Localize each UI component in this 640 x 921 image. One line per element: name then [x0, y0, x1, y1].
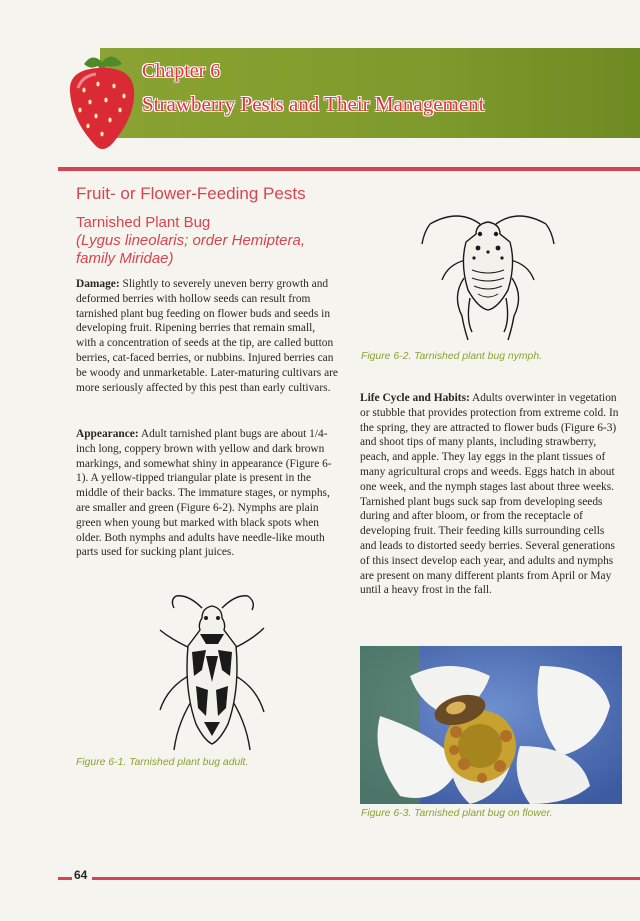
bug-on-flower-photo	[360, 646, 622, 804]
damage-paragraph	[76, 277, 338, 395]
strawberry-icon	[62, 44, 142, 156]
figure-6-1-caption: Figure 6-1. Tarnished plant bug adult.	[76, 757, 249, 768]
appearance-label: Appearance:	[76, 428, 139, 440]
chapter-title: Strawberry Pests and Their Management	[142, 92, 485, 116]
lifecycle-label: Life Cycle and Habits:	[360, 392, 470, 404]
lifecycle-text: Adults overwinter in vegetation or stubble that provides protection from extreme cold. In the spring, they are attracted to flower buds (Figure 6-3) and shoot tips of many plants, including strawberry, peach, and apple. They lay eggs in the plant tissues of many agricultural crops and weeds. Eggs hatch in about one week, and the nymph stages last about three weeks. Tarnished plant bugs suck sap from developing seeds during and after bloom, or from the receptacle of developing fruit. Their feeding kills surrounding cells and leads to distorted seedy berries. Several generations of this insect develop each year, and adults and nymphs are present on many different plants from April or May until a heavy frost in the fall.	[360, 392, 619, 597]
flower-photo-image	[360, 646, 622, 804]
nymph-bug-illustration	[418, 204, 558, 344]
pest-scientific-line1: (Lygus lineolaris; order Hemiptera,	[76, 232, 305, 249]
appearance-text: Adult tarnished plant bugs are about 1/4-inch long, coppery brown with yellow and dark brown markings, and somewhat shiny in appearance (Figure 6-1). A yellow-tipped triangular plate is present in the middle of their backs. The immature stages, or nymphs, are smaller and green (Figure 6-2). Nymphs are plain green when young but marked with black spots when older. Both nymphs and adults have needle-like mouth parts used for sucking plant juices.	[76, 428, 332, 559]
chapter-number: Chapter 6	[142, 60, 221, 82]
figure-6-3-caption: Figure 6-3. Tarnished plant bug on flower.	[361, 808, 553, 819]
page-number: 64	[74, 868, 88, 882]
figure-6-2-caption: Figure 6-2. Tarnished plant bug nymph.	[361, 351, 542, 362]
pest-scientific-line2: family Miridae)	[76, 250, 174, 267]
damage-label: Damage:	[76, 278, 120, 290]
section-heading: Fruit- or Flower-Feeding Pests	[76, 184, 306, 203]
footer-rule-left	[58, 877, 72, 880]
pest-heading	[76, 214, 356, 268]
footer-rule	[92, 877, 640, 880]
lifecycle-paragraph	[360, 391, 622, 598]
appearance-paragraph	[76, 427, 338, 560]
pest-name: Tarnished Plant Bug	[76, 214, 211, 231]
header-divider	[58, 167, 640, 171]
adult-bug-illustration	[148, 590, 276, 756]
damage-text: Slightly to severely uneven berry growth and deformed berries with hollow seeds can result from tarnished plant bug feeding on flower buds and seeds in developing fruit. Ripening berries that remain small, with a concentration of seeds at the tip, are called button berries, cat-faced berries, or nubbins. Injured berries can be woody and unmarketable. Later-maturing cultivars are more seriously affected by this pest than early cultivars.	[76, 278, 338, 394]
